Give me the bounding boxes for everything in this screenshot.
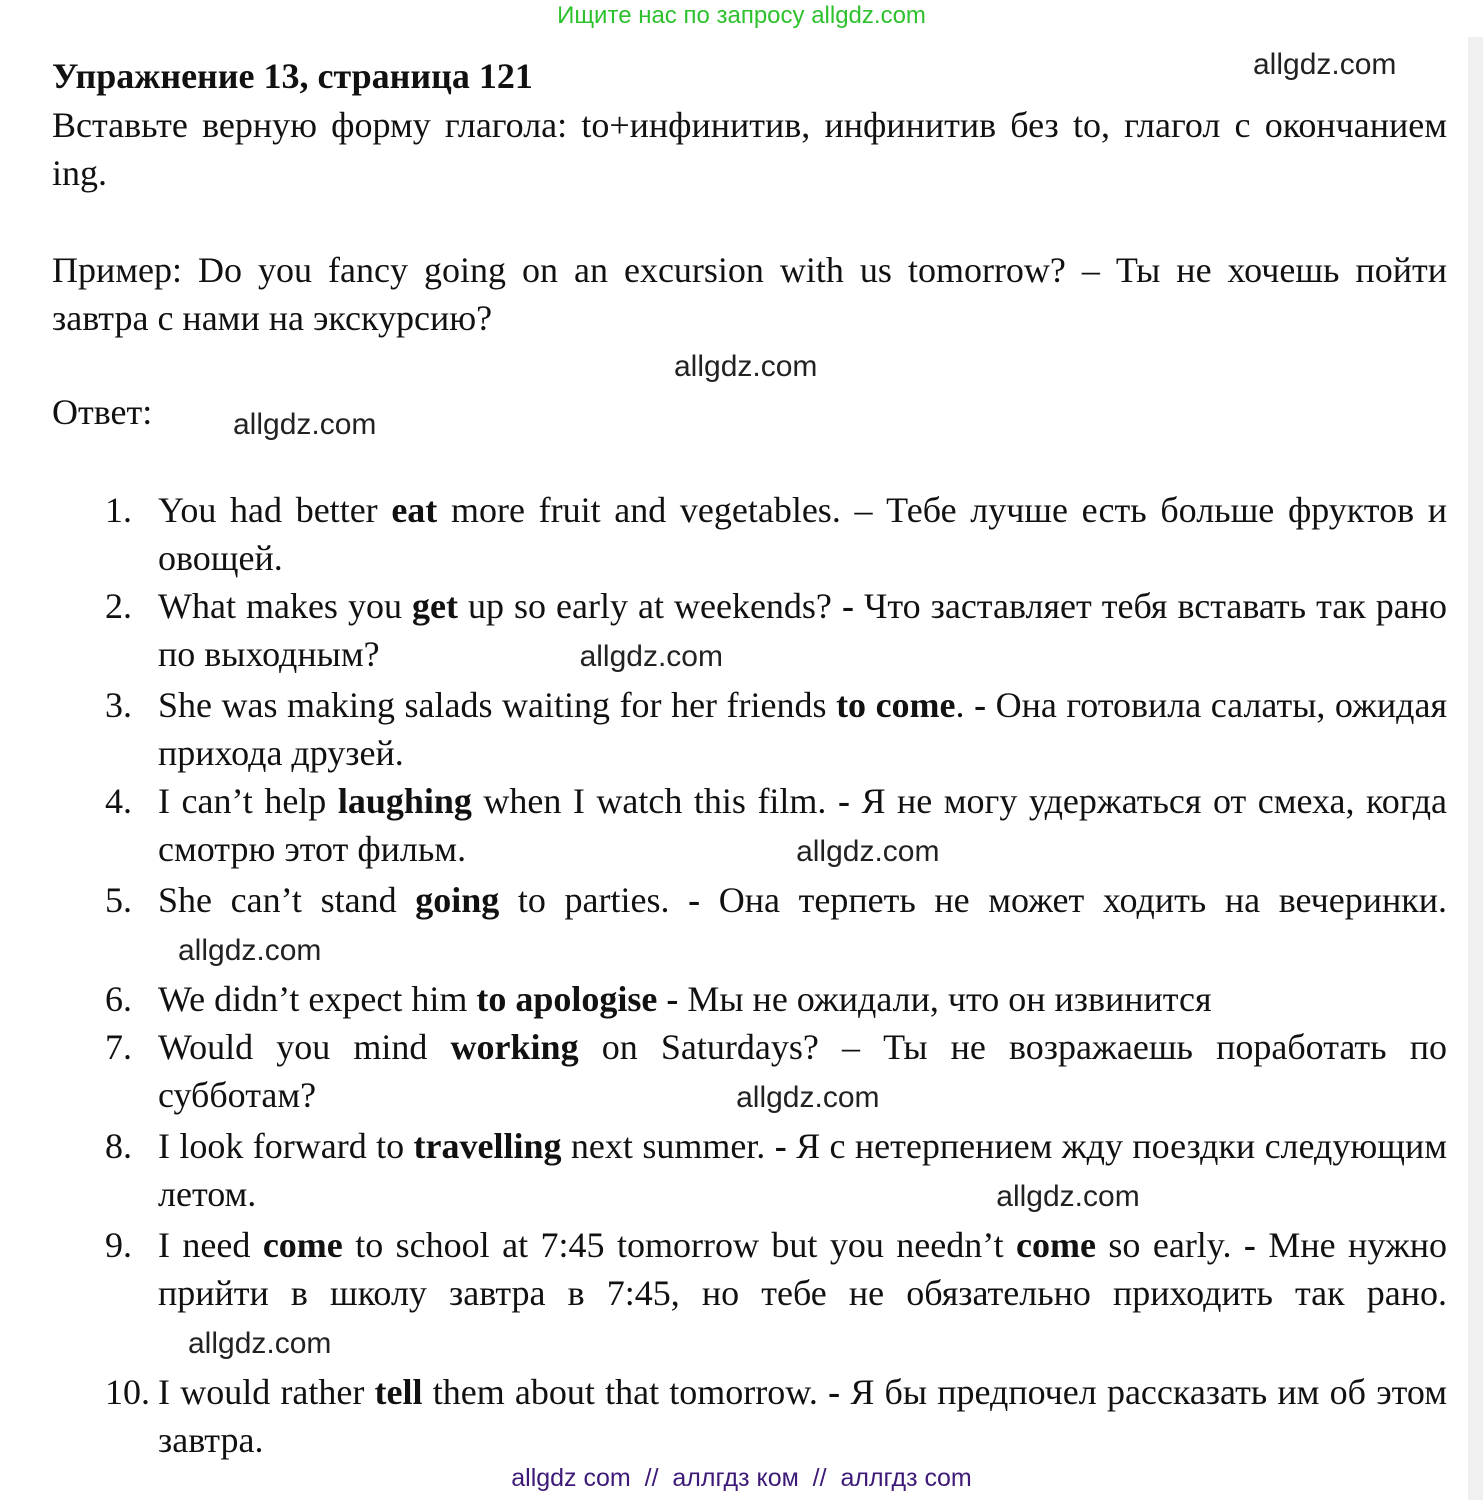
watermark: allgdz.com	[579, 640, 723, 673]
answer-verb: laughing	[337, 781, 472, 821]
item-text: Мы не ожидали, что он извинится	[678, 979, 1212, 1019]
answer-verb: -	[837, 781, 850, 821]
item-text: Она терпеть не может ходить на вечеринки.	[700, 880, 1447, 920]
list-item	[52, 975, 1447, 1023]
item-text: Я с нетерпением жду поездки следующим летом.	[158, 1126, 1447, 1214]
item-text: She was making salads waiting for her friends	[158, 685, 837, 725]
item-text: so early.	[1095, 1225, 1244, 1265]
item-text: to school at 7:45 tomorrow but you needn’t	[342, 1225, 1017, 1265]
answer-verb: come	[262, 1225, 343, 1265]
answer-verb: -	[1243, 1225, 1256, 1265]
list-item	[52, 777, 1447, 876]
item-text: more fruit and vegetables. – Тебе лучше есть больше фруктов и овощей.	[158, 490, 1447, 578]
item-number: 6.	[105, 979, 132, 1019]
scrollbar-track[interactable]	[1468, 37, 1483, 1500]
list-item	[52, 1122, 1447, 1221]
item-text: when I watch this film.	[471, 781, 838, 821]
watermark: allgdz.com	[178, 934, 322, 967]
instruction: Вставьте верную форму глагола: to+инфинитив, инфинитив без to, глагол с окончанием ing.	[52, 105, 1447, 193]
item-text: I look forward to	[158, 1126, 414, 1166]
answer-list	[52, 486, 1447, 1464]
item-text: You had better	[158, 490, 392, 530]
item-number: 2.	[105, 586, 132, 626]
item-number: 1.	[105, 490, 132, 530]
answer-verb: tell	[374, 1372, 423, 1412]
answer-verb: -	[974, 685, 987, 725]
list-item	[52, 1023, 1447, 1122]
list-item	[52, 876, 1447, 975]
item-text: Я не могу удержаться от смеха, когда смотрю этот фильм.	[158, 781, 1447, 869]
exercise-title: Упражнение 13, страница 121	[52, 56, 533, 96]
answer-verb: going	[415, 880, 500, 920]
item-text: She can’t stand	[158, 880, 416, 920]
item-text: I need	[158, 1225, 263, 1265]
item-text: them about that tomorrow.	[422, 1372, 829, 1412]
item-number: 9.	[105, 1225, 132, 1265]
answer-verb: eat	[391, 490, 438, 530]
item-text: Я бы предпочел рассказать им об этом завтра.	[158, 1372, 1447, 1460]
item-text: to parties.	[499, 880, 689, 920]
item-number: 4.	[105, 781, 132, 821]
watermark: allgdz.com	[1253, 48, 1397, 81]
item-text: What makes you	[158, 586, 412, 626]
item-text: on Saturdays? – Ты не возражаешь поработать по субботам?	[158, 1027, 1447, 1115]
answer-verb: come	[1016, 1225, 1096, 1265]
watermark: allgdz.com	[736, 1081, 880, 1114]
item-text: Мне нужно прийти в школу завтра в 7:45, но тебе не обязательно приходить так рано.	[158, 1225, 1447, 1313]
item-number: 8.	[105, 1126, 132, 1166]
item-text: up so early at weekends?	[457, 586, 842, 626]
item-text: next summer.	[561, 1126, 775, 1166]
answer-verb: -	[688, 880, 701, 920]
item-text: I can’t help	[158, 781, 338, 821]
answer-verb: -	[841, 586, 854, 626]
item-number: 5.	[105, 880, 132, 920]
answer-verb: working	[450, 1027, 579, 1067]
search-banner[interactable]: Ищите нас по запросу allgdz.com	[557, 2, 926, 29]
answer-label: Ответ:	[52, 392, 153, 432]
list-item	[52, 486, 1447, 582]
list-item	[52, 681, 1447, 777]
item-number: 3.	[105, 685, 132, 725]
watermark: allgdz.com	[188, 1327, 332, 1360]
item-text: Что заставляет тебя вставать так рано по выходным?	[158, 586, 1448, 674]
item-text: I would rather	[158, 1372, 375, 1412]
list-item	[52, 1221, 1447, 1368]
answer-verb: to come	[836, 685, 956, 725]
list-item	[52, 1368, 1447, 1464]
example: Пример: Do you fancy going on an excursion with us tomorrow? – Ты не хочешь пойти завтра с нами на экскурсию?	[52, 250, 1447, 338]
answer-verb: to apologise -	[476, 979, 679, 1019]
item-number: 7.	[105, 1027, 132, 1067]
answer-verb: travelling	[413, 1126, 562, 1166]
answer-verb: get	[411, 586, 458, 626]
item-text: Would you mind	[158, 1027, 451, 1067]
watermark: allgdz.com	[796, 835, 940, 868]
watermark: allgdz.com	[233, 408, 377, 441]
watermark: allgdz.com	[674, 350, 818, 383]
list-item	[52, 582, 1447, 681]
answer-verb: -	[774, 1126, 787, 1166]
item-text: .	[955, 685, 975, 725]
item-text: Она готовила салаты, ожидая прихода друзей.	[158, 685, 1448, 773]
footer-links[interactable]: allgdz com // аллгдз ком // аллгдз com	[511, 1464, 972, 1492]
item-text: We didn’t expect him	[158, 979, 477, 1019]
item-number: 10.	[105, 1372, 150, 1412]
watermark: allgdz.com	[996, 1180, 1140, 1213]
answer-verb: -	[828, 1372, 841, 1412]
